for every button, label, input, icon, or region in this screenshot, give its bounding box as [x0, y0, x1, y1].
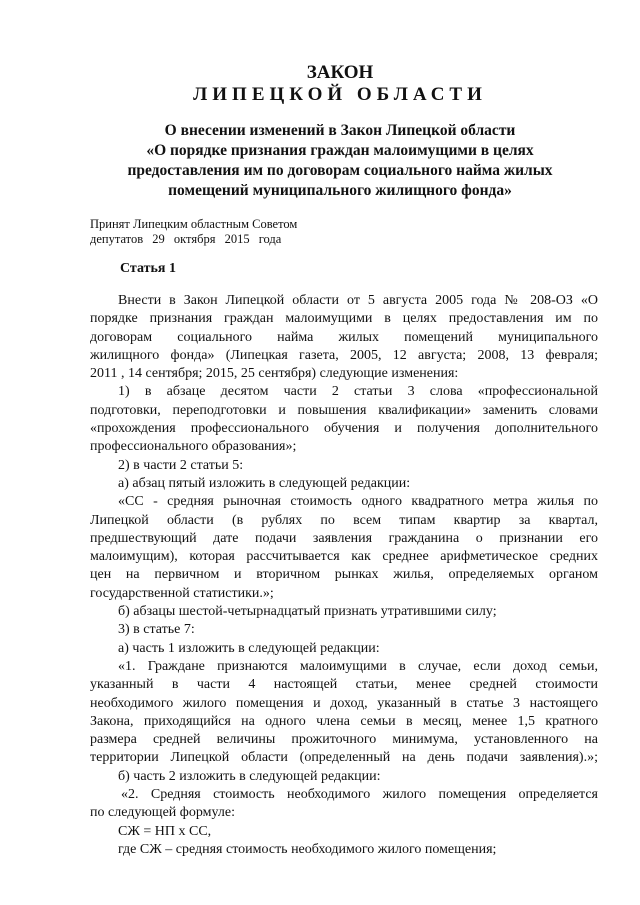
- body-line: Липецкой области (в рублях по всем типам квартир за квартал,: [90, 512, 598, 528]
- body-line: «прохождения профессионального обучения и получения дополнительного: [90, 421, 598, 437]
- subtitle-line: «О порядке признания граждан малоимущими в целях: [146, 142, 534, 159]
- body-line: предшествующий дате подачи заявления гражданина о признании его: [90, 530, 598, 546]
- body-line: а) абзац пятый изложить в следующей редакции:: [118, 475, 411, 491]
- subtitle-line: О внесении изменений в Закон Липецкой области: [164, 122, 516, 139]
- body-line: цен на первичном и вторичном рынках жилья, определяемых органом: [90, 567, 598, 583]
- body-line: порядке признания граждан малоимущими в целях предоставления им по: [90, 311, 598, 327]
- body-line: по следующей формуле:: [90, 805, 235, 821]
- body-line: размера средней величины прожиточного минимума, установленного на: [90, 732, 598, 748]
- body-line: Закона, приходящийся на одного члена семьи в месяц, менее 1,5 кратного: [90, 713, 598, 729]
- law-title: ЗАКОН: [306, 62, 374, 83]
- subtitle-line: предоставления им по договорам социального найма жилых: [127, 162, 553, 179]
- article-heading: Статья 1: [120, 261, 176, 276]
- body-line: указанный в части 4 настоящей статьи, менее средней стоимости: [90, 677, 598, 693]
- body-line: «2. Средняя стоимость необходимого жилого помещения определяется: [121, 787, 598, 803]
- body-line: жилищного фонда» (Липецкая газета, 2005, 12 августа; 2008, 13 февраля;: [90, 347, 598, 363]
- law-region-title: ЛИПЕЦКОЙ ОБЛАСТИ: [193, 84, 487, 105]
- adoption-line: депутатов 29 октября 2015 года: [90, 232, 282, 246]
- body-line: профессионального образования»;: [90, 439, 297, 455]
- body-line: договорам социального найма жилых помещений муниципального: [90, 329, 598, 345]
- body-line: где СЖ – средняя стоимость необходимого жилого помещения;: [118, 841, 497, 857]
- subtitle-line: помещений муниципального жилищного фонда»: [168, 182, 512, 199]
- body-line: 2) в части 2 статьи 5:: [118, 457, 244, 473]
- body-line: «СС - средняя рыночная стоимость одного квадратного метра жилья по: [118, 494, 598, 510]
- body-line: подготовки, переподготовки и повышения квалификации» заменить словами: [90, 402, 598, 418]
- body-line: малоимущим), которая рассчитывается как среднее арифметическое средних: [90, 549, 598, 565]
- body-line: государственной статистики.»;: [90, 585, 274, 601]
- body-line: СЖ = НП х СС,: [118, 823, 212, 839]
- body-line: а) часть 1 изложить в следующей редакции:: [118, 640, 380, 656]
- adoption-note: [90, 217, 297, 247]
- body-line: «1. Граждане признаются малоимущими в случае, если доход семьи,: [118, 658, 598, 674]
- body-line: необходимого жилого помещения и доход, указанный в статье 3 настоящего: [90, 695, 598, 711]
- body-line: 1) в абзаце десятом части 2 статьи 3 слова «профессиональной: [118, 384, 598, 400]
- body-line: территории Липецкой области (определенный на день подачи заявления).»;: [90, 750, 598, 766]
- body-line: 3) в статье 7:: [118, 622, 195, 638]
- body-line: б) абзацы шестой-четырнадцатый признать утратившими силу;: [118, 604, 497, 620]
- article-body: [90, 292, 598, 859]
- body-line: б) часть 2 изложить в следующей редакции:: [118, 768, 381, 784]
- body-line: 2011 , 14 сентября; 2015, 25 сентября) следующие изменения:: [90, 366, 459, 382]
- body-line: Внести в Закон Липецкой области от 5 августа 2005 года № 208-ОЗ «О: [118, 293, 598, 308]
- law-subtitle: [90, 121, 590, 201]
- adoption-line: Принят Липецким областным Советом: [90, 217, 298, 231]
